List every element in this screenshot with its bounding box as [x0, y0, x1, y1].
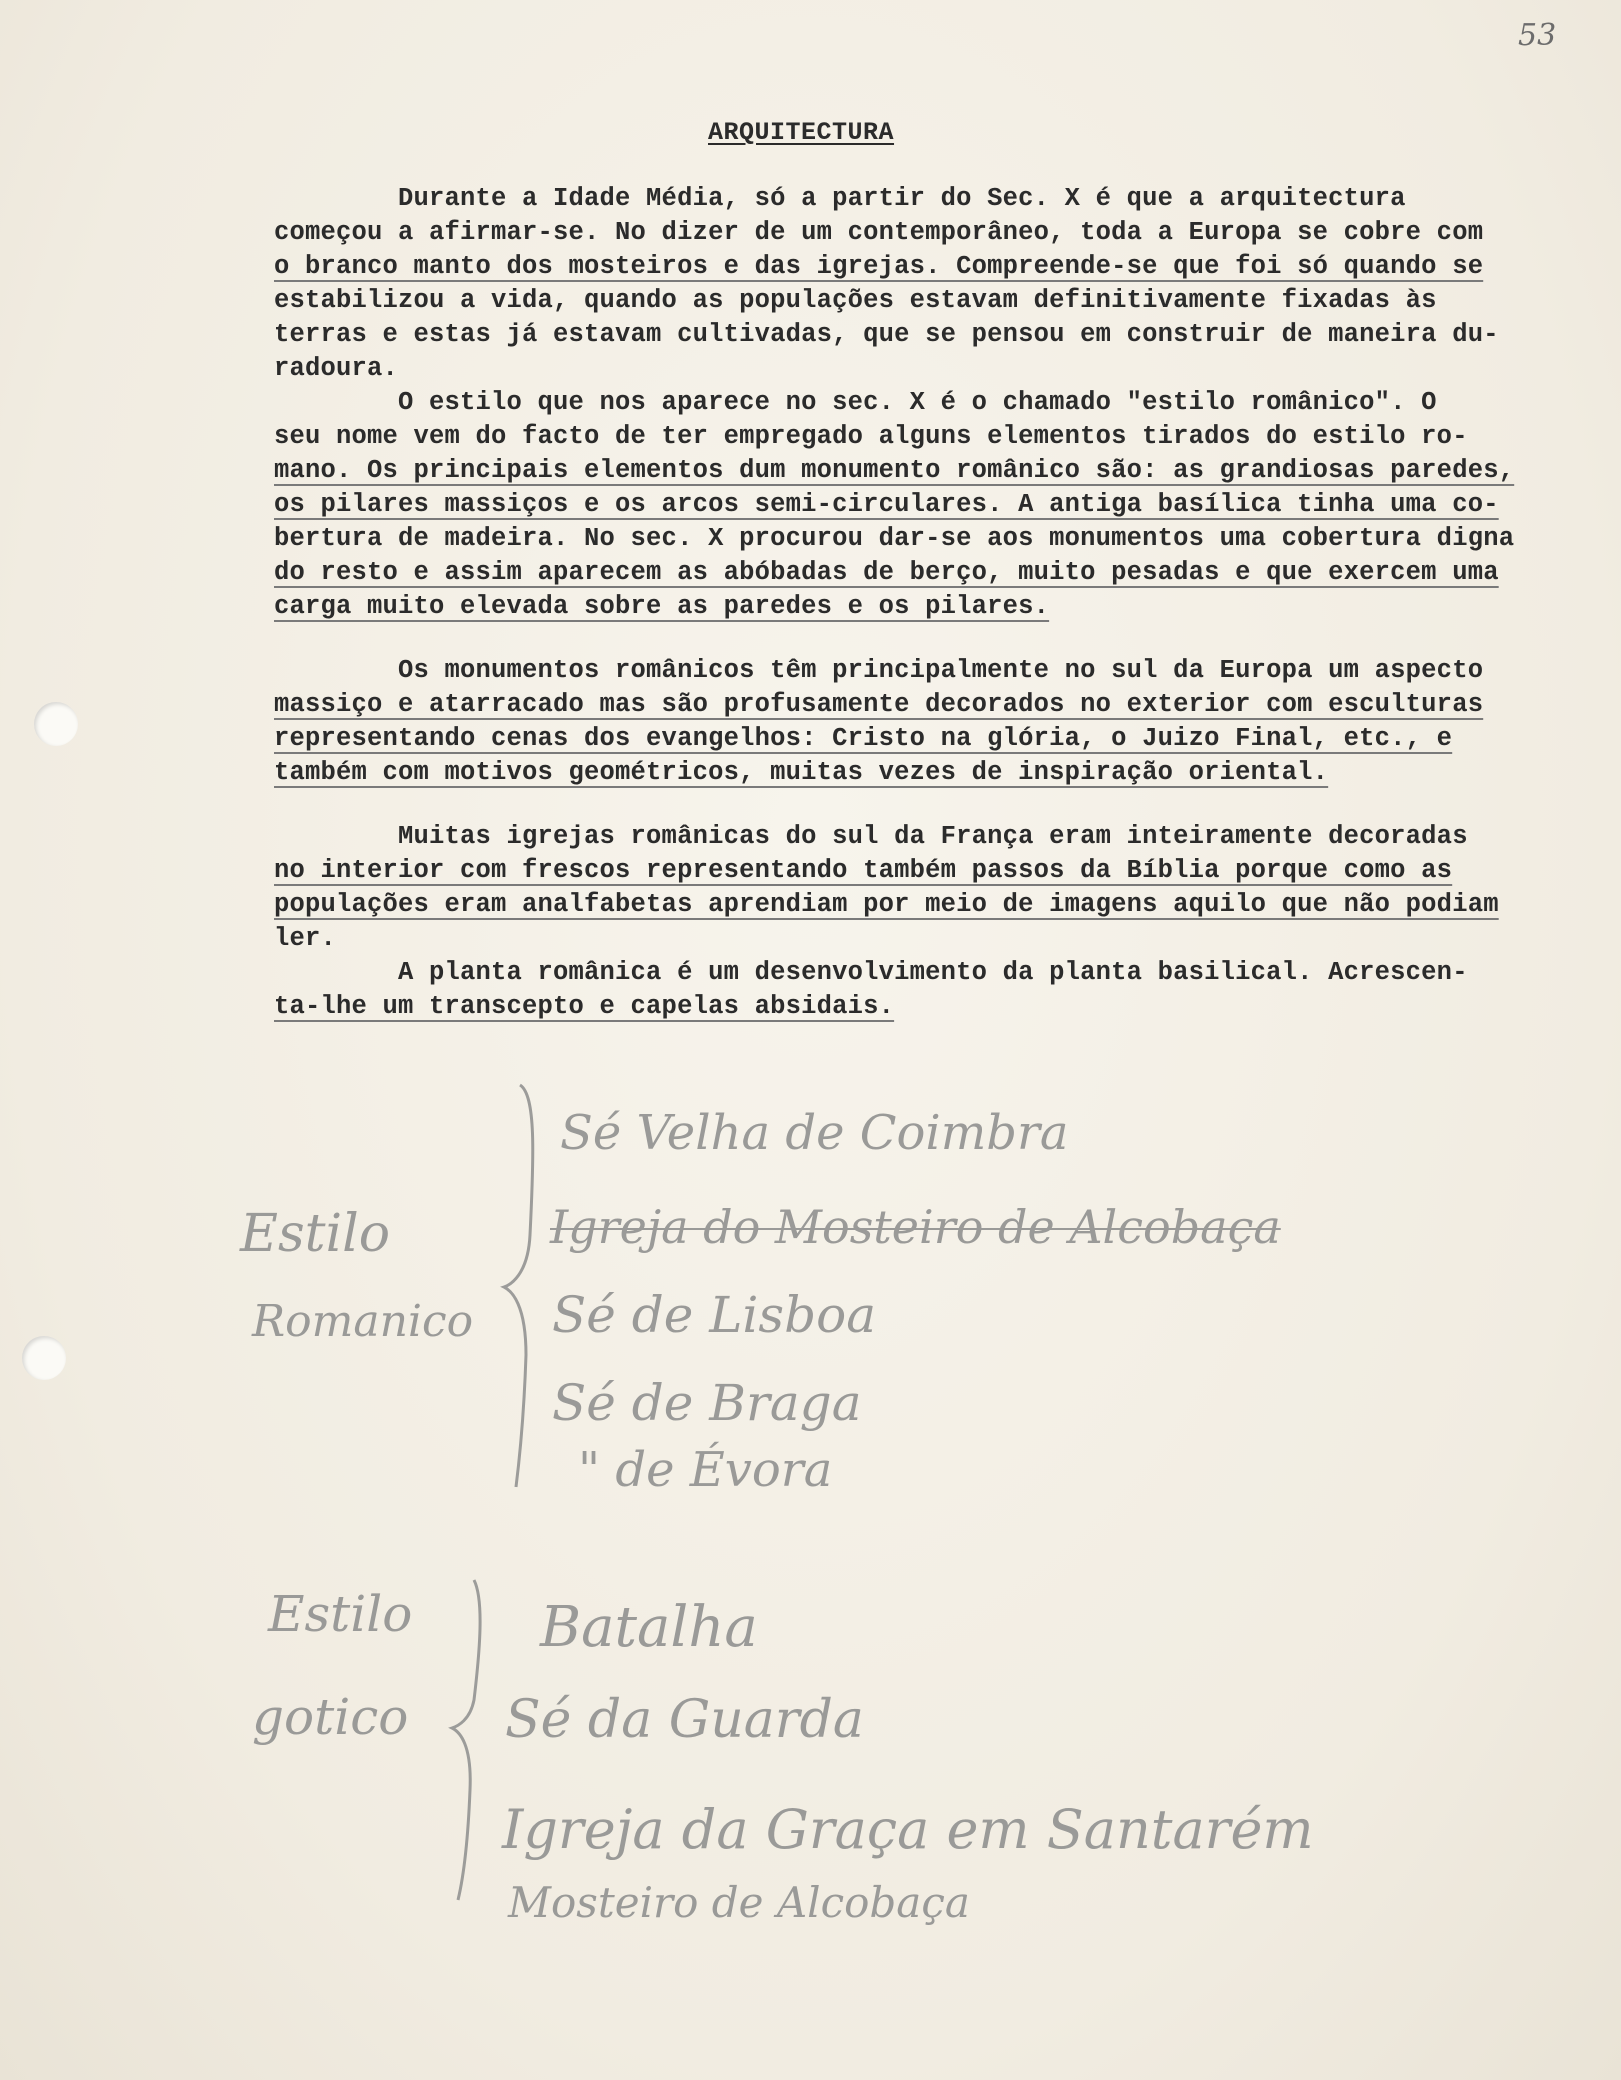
hand-label-gotico: gotico [252, 1688, 409, 1746]
text-line: radoura. [274, 354, 399, 383]
paragraph-3 [274, 654, 1619, 790]
punch-hole-bottom [22, 1336, 66, 1380]
text-line-underlined: também com motivos geométricos, muitas vezes de inspiração oriental. [274, 758, 1329, 787]
text-line-underlined: populações eram analfabetas aprendiam por meio de imagens aquilo que não podiam [274, 890, 1499, 919]
hand-label-estilo-1: Estilo [240, 1204, 391, 1264]
text-line: Durante a Idade Média, só a partir do Sec. X é que a arquitectura [274, 184, 1406, 213]
hand-item-batalha: Batalha [540, 1595, 758, 1660]
hand-item-evora: " de Évora [578, 1442, 833, 1498]
text-line: estabilizou a vida, quando as populações estavam definitivamente fixadas às [274, 286, 1437, 315]
text-line-underlined: no interior com frescos representando também passos da Bíblia porque como as [274, 856, 1453, 885]
paragraph-2 [274, 386, 1619, 624]
text-line: Os monumentos românicos têm principalmente no sul da Europa um aspecto [274, 656, 1484, 685]
brace-romanesque [490, 1075, 550, 1495]
paragraph-4 [274, 820, 1619, 956]
text-line-underlined: representando cenas dos evangelhos: Cristo na glória, o Juizo Final, etc., e [274, 724, 1453, 753]
text-line-underlined: carga muito elevada sobre as paredes e os pilares. [274, 592, 1050, 621]
hand-item-se-guarda: Sé da Guarda [505, 1690, 864, 1750]
text-line-underlined: o branco manto dos mosteiros e das igrejas. Compreende-se que foi só quando se [274, 252, 1484, 281]
hand-item-igreja-graca-santarem: Igreja da Graça em Santarém [502, 1798, 1314, 1861]
paragraph-5 [274, 956, 1619, 1024]
hand-item-mosteiro-alcobaca: Mosteiro de Alcobaça [508, 1878, 970, 1927]
text-line: começou a afirmar-se. No dizer de um contemporâneo, toda a Europa se cobre com [274, 218, 1484, 247]
text-line-underlined: ta-lhe um transcepto e capelas absidais. [274, 992, 895, 1021]
hand-item-igreja-alcobaca-struck: Igreja do Mosteiro de Alcobaça [550, 1200, 1281, 1254]
text-line: seu nome vem do facto de ter empregado alguns elementos tirados do estilo ro- [274, 422, 1468, 451]
hand-item-se-velha-coimbra: Sé Velha de Coimbra [560, 1105, 1069, 1161]
text-line-underlined: massiço e atarracado mas são profusamente decorados no exterior com esculturas [274, 690, 1484, 719]
text-line: ler. [274, 924, 337, 953]
text-line: terras e estas já estavam cultivadas, que se pensou em construir de maneira du- [274, 320, 1499, 349]
text-line-underlined: os pilares massiços e os arcos semi-circulares. A antiga basílica tinha uma co- [274, 490, 1499, 519]
brace-gothic [440, 1570, 500, 1910]
text-line-underlined: mano. Os principais elementos dum monumento românico são: as grandiosas paredes, [274, 456, 1515, 485]
hand-label-estilo-2: Estilo [268, 1585, 413, 1643]
hand-item-se-braga: Sé de Braga [552, 1374, 862, 1432]
text-line: Muitas igrejas românicas do sul da França eram inteiramente decoradas [274, 822, 1468, 851]
typed-body [274, 182, 1619, 1024]
paragraph-1 [274, 182, 1619, 386]
page-number: 53 [1518, 18, 1557, 53]
text-line-underlined: do resto e assim aparecem as abóbadas de berço, muito pesadas e que exercem uma [274, 558, 1499, 587]
text-line: A planta românica é um desenvolvimento da planta basilical. Acrescen- [274, 958, 1468, 987]
punch-hole-top [34, 702, 78, 746]
hand-label-romanico: Romanico [252, 1296, 474, 1347]
text-line: bertura de madeira. No sec. X procurou dar-se aos monumentos uma cobertura digna [274, 524, 1515, 553]
hand-item-se-lisboa: Sé de Lisboa [552, 1286, 876, 1344]
text-line: O estilo que nos aparece no sec. X é o chamado "estilo românico". O [274, 388, 1437, 417]
document-title: ARQUITECTURA [708, 118, 895, 147]
